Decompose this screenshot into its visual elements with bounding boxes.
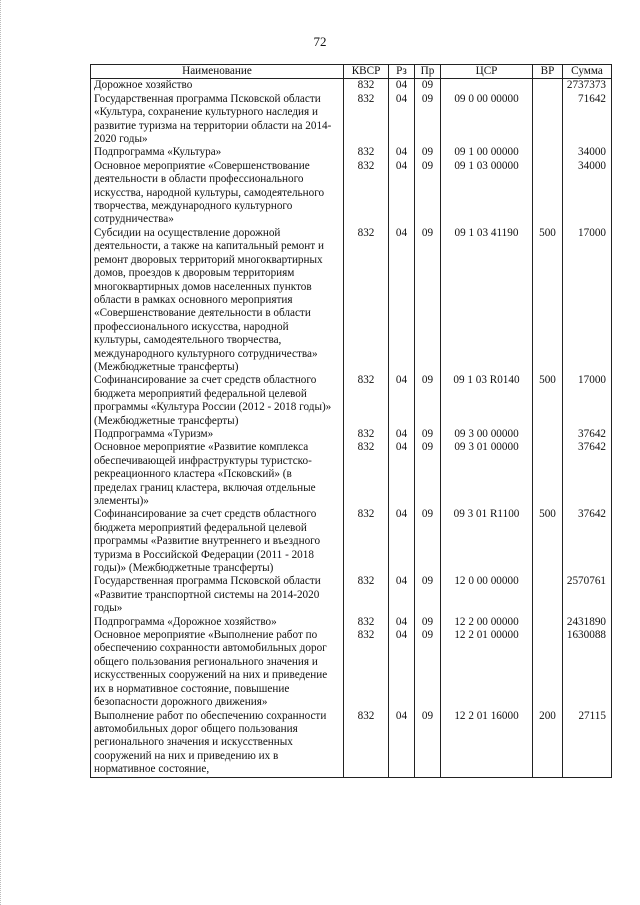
cell-vr: 500 <box>533 227 563 374</box>
cell-sum: 37642 <box>563 441 612 508</box>
header-name: Наименование <box>91 65 344 79</box>
cell-rz: 04 <box>389 160 415 227</box>
table-row <box>91 616 612 629</box>
cell-pr: 09 <box>415 160 441 227</box>
cell-rz: 04 <box>389 374 415 428</box>
cell-vr: 500 <box>533 374 563 428</box>
header-rz: Рз <box>389 65 415 79</box>
cell-csr: 09 1 03 R0140 <box>441 374 533 428</box>
header-sum: Сумма <box>563 65 612 79</box>
cell-kvsr: 832 <box>344 575 389 615</box>
cell-rz: 04 <box>389 629 415 709</box>
cell-pr: 09 <box>415 374 441 428</box>
cell-rz: 04 <box>389 441 415 508</box>
cell-sum: 34000 <box>563 146 612 159</box>
cell-kvsr: 832 <box>344 710 389 778</box>
cell-pr: 09 <box>415 146 441 159</box>
cell-kvsr: 832 <box>344 428 389 441</box>
cell-vr <box>533 160 563 227</box>
cell-rz: 04 <box>389 575 415 615</box>
cell-sum: 37642 <box>563 428 612 441</box>
cell-sum: 17000 <box>563 374 612 428</box>
scan-edge <box>0 0 3 905</box>
cell-sum: 71642 <box>563 93 612 147</box>
cell-kvsr: 832 <box>344 508 389 575</box>
table-row <box>91 508 612 575</box>
cell-name: Субсидии на осуществление дорожной деятельности, а также на капитальный ремонт и ремонт дворовых территорий многоквартирных домов, проездов к дворовым территориям многоквартирных домов населенных пунктов области в рамках основного мероприятия «Совершенствование деятельности в области профессионального искусства, народной культуры, самодеятельного творчества, международного культурного сотрудничества» (Межбюджетные трансферты) <box>91 227 344 374</box>
table-row <box>91 629 612 709</box>
cell-vr <box>533 146 563 159</box>
cell-sum: 1630088 <box>563 629 612 709</box>
cell-csr: 12 2 01 16000 <box>441 710 533 778</box>
cell-csr: 12 0 00 00000 <box>441 575 533 615</box>
cell-pr: 09 <box>415 508 441 575</box>
cell-csr: 09 3 01 R1100 <box>441 508 533 575</box>
cell-rz: 04 <box>389 146 415 159</box>
cell-vr <box>533 428 563 441</box>
table-row <box>91 428 612 441</box>
cell-csr: 09 0 00 00000 <box>441 93 533 147</box>
cell-pr: 09 <box>415 227 441 374</box>
cell-kvsr: 832 <box>344 79 389 93</box>
cell-name: Подпрограмма «Дорожное хозяйство» <box>91 616 344 629</box>
cell-kvsr: 832 <box>344 441 389 508</box>
cell-csr: 09 3 00 00000 <box>441 428 533 441</box>
cell-sum: 2431890 <box>563 616 612 629</box>
cell-name: Подпрограмма «Культура» <box>91 146 344 159</box>
cell-pr: 09 <box>415 575 441 615</box>
cell-name: Основное мероприятие «Выполнение работ по обеспечению сохранности автомобильных дорог общего пользования регионального значения и искусственных сооружений на них и приведение их в нормативное состояние, повышение безопасности дорожного движения» <box>91 629 344 709</box>
cell-name: Софинансирование за счет средств областного бюджета мероприятий федеральной целевой программы «Культура России (2012 - 2018 годы)» (Межбюджетные трансферты) <box>91 374 344 428</box>
cell-pr: 09 <box>415 428 441 441</box>
cell-csr: 09 3 01 00000 <box>441 441 533 508</box>
cell-vr <box>533 575 563 615</box>
cell-kvsr: 832 <box>344 160 389 227</box>
header-vr: ВР <box>533 65 563 79</box>
table-row <box>91 79 612 93</box>
cell-kvsr: 832 <box>344 227 389 374</box>
cell-name: Выполнение работ по обеспечению сохранности автомобильных дорог общего пользования регионального значения и искусственных сооружений на них и приведению их в нормативное состояние, <box>91 710 344 778</box>
cell-rz: 04 <box>389 508 415 575</box>
table-row <box>91 227 612 374</box>
cell-rz: 04 <box>389 227 415 374</box>
cell-csr: 09 1 03 00000 <box>441 160 533 227</box>
cell-kvsr: 832 <box>344 374 389 428</box>
cell-csr: 09 1 03 41190 <box>441 227 533 374</box>
cell-rz: 04 <box>389 616 415 629</box>
cell-pr: 09 <box>415 710 441 778</box>
cell-vr <box>533 79 563 93</box>
table-row <box>91 710 612 778</box>
page-number: 72 <box>313 34 327 49</box>
table-row <box>91 374 612 428</box>
cell-vr: 200 <box>533 710 563 778</box>
cell-pr: 09 <box>415 616 441 629</box>
cell-sum: 2570761 <box>563 575 612 615</box>
cell-sum: 34000 <box>563 160 612 227</box>
header-pr: Пр <box>415 65 441 79</box>
cell-rz: 04 <box>389 93 415 147</box>
header-csr: ЦСР <box>441 65 533 79</box>
cell-kvsr: 832 <box>344 629 389 709</box>
cell-kvsr: 832 <box>344 146 389 159</box>
cell-pr: 09 <box>415 629 441 709</box>
cell-vr <box>533 616 563 629</box>
cell-vr <box>533 629 563 709</box>
cell-rz: 04 <box>389 710 415 778</box>
table-row <box>91 575 612 615</box>
table-row <box>91 160 612 227</box>
cell-csr: 12 2 00 00000 <box>441 616 533 629</box>
cell-name: Софинансирование за счет средств областного бюджета мероприятий федеральной целевой программы «Развитие внутреннего и въездного туризма в Российской Федерации (2011 - 2018 годы)» (Межбюджетные трансферты) <box>91 508 344 575</box>
cell-name: Государственная программа Псковской области «Культура, сохранение культурного наследия и развитие туризма на территории области на 2014-2020 годы» <box>91 93 344 147</box>
cell-rz: 04 <box>389 428 415 441</box>
table-header-row <box>91 65 612 79</box>
cell-vr <box>533 93 563 147</box>
table-row <box>91 93 612 147</box>
cell-sum: 17000 <box>563 227 612 374</box>
cell-name: Государственная программа Псковской области «Развитие транспортной системы на 2014-2020 годы» <box>91 575 344 615</box>
cell-csr: 12 2 01 00000 <box>441 629 533 709</box>
cell-pr: 09 <box>415 93 441 147</box>
cell-vr: 500 <box>533 508 563 575</box>
cell-vr <box>533 441 563 508</box>
cell-sum: 27115 <box>563 710 612 778</box>
budget-table <box>90 64 612 778</box>
cell-pr: 09 <box>415 441 441 508</box>
table-row <box>91 441 612 508</box>
cell-kvsr: 832 <box>344 616 389 629</box>
cell-name: Основное мероприятие «Развитие комплекса обеспечивающей инфраструктуры туристско-рекреационного кластера «Псковский» (в пределах границ кластера, включая отдельные элементы)» <box>91 441 344 508</box>
cell-name: Дорожное хозяйство <box>91 79 344 93</box>
cell-sum: 2737373 <box>563 79 612 93</box>
cell-csr <box>441 79 533 93</box>
cell-rz: 04 <box>389 79 415 93</box>
table-row <box>91 146 612 159</box>
cell-name: Подпрограмма «Туризм» <box>91 428 344 441</box>
cell-pr: 09 <box>415 79 441 93</box>
cell-sum: 37642 <box>563 508 612 575</box>
header-kvsr: КВСР <box>344 65 389 79</box>
cell-csr: 09 1 00 00000 <box>441 146 533 159</box>
cell-name: Основное мероприятие «Совершенствование деятельности в области профессионального искусства, народной культуры, самодеятельного творчества, международного культурного сотрудничества» <box>91 160 344 227</box>
cell-kvsr: 832 <box>344 93 389 147</box>
